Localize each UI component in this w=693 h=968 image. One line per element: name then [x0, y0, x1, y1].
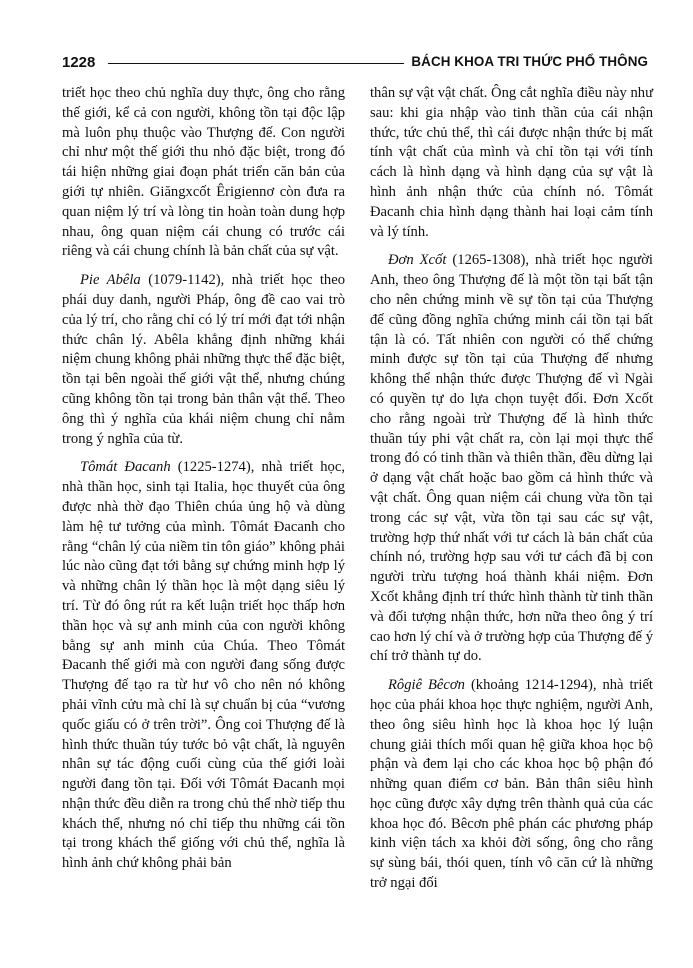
paragraph-becon-text: (khoảng 1214-1294), nhà triết học của phái khoa học thực nghiệm, người Anh, theo ông siêu hình học là khoa học lý luận chung giải thích mối quan hệ giữa khoa học bộ phận và đem lại cho các khoa học bộ phận đó những quan điểm cơ bản. Bản thân siêu hình học cũng được xây dựng trên thành quả của các khoa học đó. Bêcơn phê phán các phương pháp kinh viện tách xa khỏi đời sống, ông cho rằng sự sùng bái, thói quen, tính vô căn cứ là những trở ngại đối: [370, 677, 653, 892]
paragraph-abela-text: (1079-1142), nhà triết học theo phái duy danh, người Pháp, ông đề cao vai trò của lý trí, cho rằng chỉ có lý trí mới đạt tới nhận thức chân lý. Abêla khẳng định những khái niệm chung không phải những thực thể đặc biệt, tồn tại bên ngoài thế giới vật thể, nhưng chúng cũng không tồn tại trong bản thân vật thể. Theo ông thì ý nghĩa của khái niệm chung chỉ nằm trong ý nghĩa của từ.: [62, 272, 345, 447]
paragraph-abela: [62, 271, 345, 449]
paragraph-xcot-text: (1265-1308), nhà triết học người Anh, theo ông Thượng đế là một tồn tại bất tận cho nên chứng minh về sự tồn tại của Thượng đế cũng đồng nghĩa chứng minh cái tồn tại bất tận là có. Tất nhiên con người có thể chứng minh được sự tồn tại của Thượng đế nhưng không thể nhận thức được Thượng đế vì Ngài có quyền tự do lựa chọn tuyệt đối. Đơn Xcốt cho rằng ngoài trừ Thượng đế là hình thức thuần túy phi vật chất ra, còn lại mọi thực thể trong đó có tinh thần và thiên thần, đều dừng lại ở dạng vật chất hoặc bao gồm cả hình thức và vật chất. Ông quan niệm cái chung vừa tồn tại trong các sự vật, vừa tồn tại sau các sự vật, trường hợp thứ nhất với tư cách là bản chất của chính nó, trường hợp sau với tư cách đã bị con người trừu tượng hoá thành khái niệm. Đơn Xcốt khẳng định trí thức hình thành từ tinh thần và đối tượng nhận thức, hơn nữa theo ông ý trí cao hơn lý chí và ở trường hợp của Thượng đế ý chí trở thành tự do.: [370, 252, 653, 665]
running-title: BÁCH KHOA TRI THỨC PHỔ THÔNG: [411, 54, 648, 69]
paragraph-dacanh: [62, 458, 345, 874]
paragraph-dacanh-text: (1225-1274), nhà triết học, nhà thần học, sinh tại Italia, học thuyết của ông được nhà thờ đạo Thiên chúa ủng hộ và dùng làm hệ tư tưởng của mình. Tômát Đacanh cho rằng “chân lý của niềm tin tôn giáo” không phải lúc nào cũng đạt tới bằng sự chứng minh hợp lý và những chân lý thần học là một dạng siêu lý trí. Từ đó ông rút ra kết luận triết học thấp hơn thần học và sự anh minh của con người không bằng sự anh minh của Chúa. Theo Tômát Đacanh thế giới mà con người đang sống được Thượng đế tạo ra từ hư vô cho nên nó không phải vĩnh cửu mà chỉ là sự chuẩn bị của “vương quốc giấu có ở trên trời”. Ông coi Thượng đế là hình thức thuần túy tước bỏ vật chất, là nguyên nhân sự tác động cuối cùng của thế giới loài người đang tồn tại. Đối với Tômát Đacanh mọi nhận thức đều diễn ra trong chủ thể nhờ tiếp thu khách thể, nhưng nó chỉ tiếp thu những cái tồn tại trong khách thể giống với chủ thể, nghĩa là hình ảnh chứ không phải bản: [62, 459, 345, 872]
person-name-abela: Pie Abêla: [80, 272, 141, 289]
person-name-dacanh: Tômát Đacanh: [80, 459, 171, 476]
right-column: [370, 84, 653, 894]
paragraph-xcot: [370, 251, 653, 667]
header-rule: [108, 63, 404, 64]
page-header: [62, 52, 648, 74]
paragraph-continuation-right: thân sự vật vật chất. Ông cắt nghĩa điều này như sau: khi gia nhập vào tinh thần của cái nhận thức, tức chủ thể, thì cái được nhận thức bị mất tính vật chất của mình và chỉ tồn tại với tính cách là hình dạng và hình dạng của sự vật là hình ảnh nhận thức của chính nó. Tômát Đacanh chia hình dạng thành hai loại cảm tính và lý tính.: [370, 85, 653, 240]
person-name-xcot: Đơn Xcốt: [388, 252, 447, 269]
paragraph-becon: [370, 676, 653, 894]
left-column: [62, 84, 345, 874]
person-name-becon: Rôgiê Bêcơn: [388, 677, 465, 694]
page-number: 1228: [62, 54, 96, 71]
paragraph-continuation: triết học theo chủ nghĩa duy thực, ông cho rằng thế giới, kể cả con người, không tồn tại độc lập mà luôn phụ thuộc vào Thượng đế. Con người chỉ như một thế giới thu nhỏ đặc biệt, trong đó tái hiện những giai đoạn phát triển căn bản của giới tự nhiên. Giăngxcốt Êrigiennơ còn đưa ra quan niệm lý trí và lòng tin hoàn toàn dung hợp nhau, ông quan niệm cái chung có trước cái riêng và cái chung chính là bản chất của sự vật.: [62, 85, 345, 260]
